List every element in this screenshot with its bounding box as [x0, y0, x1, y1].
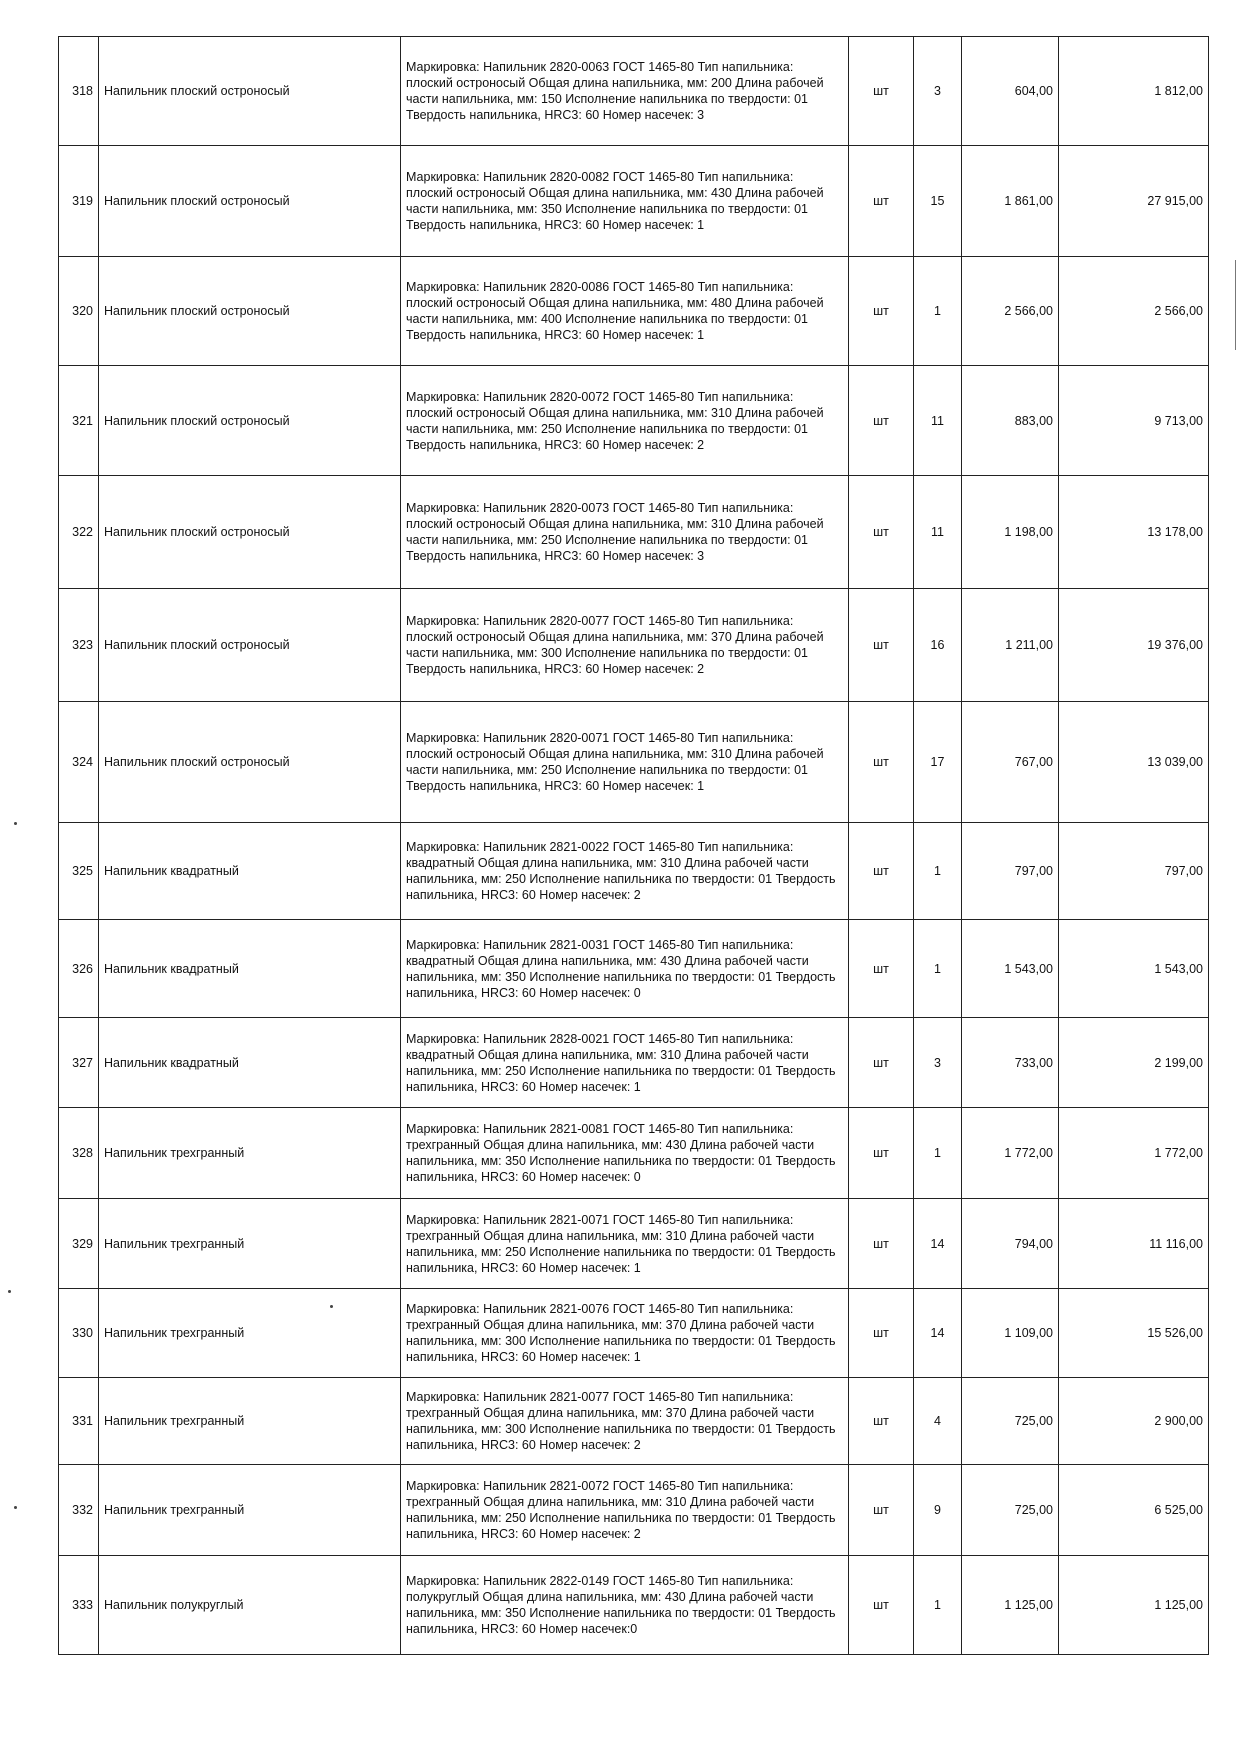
cell-description: Маркировка: Напильник 2821-0072 ГОСТ 1465-80 Тип напильника: трехгранный Общая длина напильника, мм: 310 Длина рабочей части напильника, мм: 250 Исполнение напильника по твердости: 01 Твердость напильника, HRC3: 60 Номер насечек: 2 — [401, 1465, 849, 1556]
cell-unit: шт — [849, 1108, 914, 1199]
cell-quantity: 14 — [914, 1199, 962, 1289]
cell-number: 326 — [59, 920, 99, 1018]
cell-price: 1 543,00 — [962, 920, 1059, 1018]
cell-price: 1 198,00 — [962, 476, 1059, 589]
cell-price: 767,00 — [962, 702, 1059, 823]
cell-quantity: 9 — [914, 1465, 962, 1556]
cell-price: 1 125,00 — [962, 1556, 1059, 1655]
cell-description: Маркировка: Напильник 2821-0031 ГОСТ 1465-80 Тип напильника: квадратный Общая длина напильника, мм: 430 Длина рабочей части напильника, мм: 350 Исполнение напильника по твердости: 01 Твердость напильника, HRC3: 60 Номер насечек: 0 — [401, 920, 849, 1018]
cell-name: Напильник квадратный — [99, 1018, 401, 1108]
cell-name: Напильник трехгранный — [99, 1465, 401, 1556]
cell-sum: 1 812,00 — [1059, 37, 1209, 146]
table-row — [59, 257, 1209, 366]
cell-unit: шт — [849, 702, 914, 823]
cell-unit: шт — [849, 1199, 914, 1289]
cell-sum: 15 526,00 — [1059, 1289, 1209, 1378]
cell-description: Маркировка: Напильник 2821-0081 ГОСТ 1465-80 Тип напильника: трехгранный Общая длина напильника, мм: 430 Длина рабочей части напильника, мм: 350 Исполнение напильника по твердости: 01 Твердость напильника, HRC3: 60 Номер насечек: 0 — [401, 1108, 849, 1199]
cell-sum: 27 915,00 — [1059, 146, 1209, 257]
cell-name: Напильник плоский остроносый — [99, 476, 401, 589]
cell-name: Напильник трехгранный — [99, 1199, 401, 1289]
cell-unit: шт — [849, 823, 914, 920]
cell-quantity: 16 — [914, 589, 962, 702]
cell-quantity: 1 — [914, 1556, 962, 1655]
table-row — [59, 1018, 1209, 1108]
cell-sum: 797,00 — [1059, 823, 1209, 920]
table-body — [59, 37, 1209, 1655]
cell-description: Маркировка: Напильник 2821-0076 ГОСТ 1465-80 Тип напильника: трехгранный Общая длина напильника, мм: 370 Длина рабочей части напильника, мм: 300 Исполнение напильника по твердости: 01 Твердость напильника, HRC3: 60 Номер насечек: 1 — [401, 1289, 849, 1378]
cell-number: 323 — [59, 589, 99, 702]
cell-number: 321 — [59, 366, 99, 476]
cell-unit: шт — [849, 589, 914, 702]
cell-quantity: 1 — [914, 257, 962, 366]
scan-speck — [14, 822, 17, 825]
cell-name: Напильник плоский остроносый — [99, 146, 401, 257]
cell-price: 2 566,00 — [962, 257, 1059, 366]
cell-sum: 9 713,00 — [1059, 366, 1209, 476]
cell-description: Маркировка: Напильник 2820-0063 ГОСТ 1465-80 Тип напильника: плоский остроносый Общая длина напильника, мм: 200 Длина рабочей части напильника, мм: 150 Исполнение напильника по твердости: 01 Твердость напильника, HRC3: 60 Номер насечек: 3 — [401, 37, 849, 146]
table-row — [59, 366, 1209, 476]
cell-unit: шт — [849, 476, 914, 589]
cell-unit: шт — [849, 1378, 914, 1465]
cell-sum: 2 566,00 — [1059, 257, 1209, 366]
table-row — [59, 920, 1209, 1018]
cell-description: Маркировка: Напильник 2820-0082 ГОСТ 1465-80 Тип напильника: плоский остроносый Общая длина напильника, мм: 430 Длина рабочей части напильника, мм: 350 Исполнение напильника по твердости: 01 Твердость напильника, HRC3: 60 Номер насечек: 1 — [401, 146, 849, 257]
scan-speck — [8, 1290, 11, 1293]
scan-speck — [330, 1305, 333, 1308]
table-row — [59, 823, 1209, 920]
cell-description: Маркировка: Напильник 2821-0077 ГОСТ 1465-80 Тип напильника: трехгранный Общая длина напильника, мм: 370 Длина рабочей части напильника, мм: 300 Исполнение напильника по твердости: 01 Твердость напильника, HRC3: 60 Номер насечек: 2 — [401, 1378, 849, 1465]
cell-quantity: 15 — [914, 146, 962, 257]
scan-edge-mark — [1235, 260, 1236, 350]
cell-sum: 2 199,00 — [1059, 1018, 1209, 1108]
cell-quantity: 14 — [914, 1289, 962, 1378]
cell-sum: 1 543,00 — [1059, 920, 1209, 1018]
cell-quantity: 11 — [914, 476, 962, 589]
cell-quantity: 1 — [914, 920, 962, 1018]
cell-sum: 19 376,00 — [1059, 589, 1209, 702]
cell-name: Напильник плоский остроносый — [99, 366, 401, 476]
cell-sum: 2 900,00 — [1059, 1378, 1209, 1465]
cell-price: 883,00 — [962, 366, 1059, 476]
table-row — [59, 37, 1209, 146]
items-table — [58, 36, 1209, 1655]
cell-quantity: 17 — [914, 702, 962, 823]
cell-quantity: 11 — [914, 366, 962, 476]
cell-sum: 11 116,00 — [1059, 1199, 1209, 1289]
table-row — [59, 1289, 1209, 1378]
cell-name: Напильник трехгранный — [99, 1108, 401, 1199]
cell-unit: шт — [849, 920, 914, 1018]
document-page — [58, 36, 1208, 1655]
table-row — [59, 589, 1209, 702]
cell-number: 329 — [59, 1199, 99, 1289]
cell-unit: шт — [849, 257, 914, 366]
table-row — [59, 1378, 1209, 1465]
table-row — [59, 146, 1209, 257]
cell-description: Маркировка: Напильник 2821-0022 ГОСТ 1465-80 Тип напильника: квадратный Общая длина напильника, мм: 310 Длина рабочей части напильника, мм: 250 Исполнение напильника по твердости: 01 Твердость напильника, HRC3: 60 Номер насечек: 2 — [401, 823, 849, 920]
cell-description: Маркировка: Напильник 2820-0072 ГОСТ 1465-80 Тип напильника: плоский остроносый Общая длина напильника, мм: 310 Длина рабочей части напильника, мм: 250 Исполнение напильника по твердости: 01 Твердость напильника, HRC3: 60 Номер насечек: 2 — [401, 366, 849, 476]
cell-name: Напильник полукруглый — [99, 1556, 401, 1655]
cell-name: Напильник плоский остроносый — [99, 257, 401, 366]
cell-name: Напильник плоский остроносый — [99, 589, 401, 702]
cell-name: Напильник квадратный — [99, 823, 401, 920]
cell-number: 324 — [59, 702, 99, 823]
cell-description: Маркировка: Напильник 2820-0073 ГОСТ 1465-80 Тип напильника: плоский остроносый Общая длина напильника, мм: 310 Длина рабочей части напильника, мм: 250 Исполнение напильника по твердости: 01 Твердость напильника, HRC3: 60 Номер насечек: 3 — [401, 476, 849, 589]
cell-price: 725,00 — [962, 1465, 1059, 1556]
cell-number: 331 — [59, 1378, 99, 1465]
cell-name: Напильник плоский остроносый — [99, 37, 401, 146]
cell-price: 1 211,00 — [962, 589, 1059, 702]
cell-quantity: 1 — [914, 1108, 962, 1199]
cell-number: 322 — [59, 476, 99, 589]
cell-price: 1 772,00 — [962, 1108, 1059, 1199]
cell-price: 733,00 — [962, 1018, 1059, 1108]
cell-sum: 13 039,00 — [1059, 702, 1209, 823]
cell-description: Маркировка: Напильник 2820-0071 ГОСТ 1465-80 Тип напильника: плоский остроносый Общая длина напильника, мм: 310 Длина рабочей части напильника, мм: 250 Исполнение напильника по твердости: 01 Твердость напильника, HRC3: 60 Номер насечек: 1 — [401, 702, 849, 823]
cell-number: 327 — [59, 1018, 99, 1108]
cell-name: Напильник плоский остроносый — [99, 702, 401, 823]
table-row — [59, 1465, 1209, 1556]
table-row — [59, 702, 1209, 823]
cell-sum: 6 525,00 — [1059, 1465, 1209, 1556]
cell-quantity: 3 — [914, 37, 962, 146]
cell-description: Маркировка: Напильник 2820-0077 ГОСТ 1465-80 Тип напильника: плоский остроносый Общая длина напильника, мм: 370 Длина рабочей части напильника, мм: 300 Исполнение напильника по твердости: 01 Твердость напильника, HRC3: 60 Номер насечек: 2 — [401, 589, 849, 702]
cell-sum: 1 772,00 — [1059, 1108, 1209, 1199]
cell-unit: шт — [849, 37, 914, 146]
cell-description: Маркировка: Напильник 2821-0071 ГОСТ 1465-80 Тип напильника: трехгранный Общая длина напильника, мм: 310 Длина рабочей части напильника, мм: 250 Исполнение напильника по твердости: 01 Твердость напильника, HRC3: 60 Номер насечек: 1 — [401, 1199, 849, 1289]
cell-sum: 1 125,00 — [1059, 1556, 1209, 1655]
cell-number: 319 — [59, 146, 99, 257]
cell-price: 604,00 — [962, 37, 1059, 146]
cell-unit: шт — [849, 146, 914, 257]
cell-description: Маркировка: Напильник 2820-0086 ГОСТ 1465-80 Тип напильника: плоский остроносый Общая длина напильника, мм: 480 Длина рабочей части напильника, мм: 400 Исполнение напильника по твердости: 01 Твердость напильника, HRC3: 60 Номер насечек: 1 — [401, 257, 849, 366]
cell-number: 320 — [59, 257, 99, 366]
cell-price: 1 861,00 — [962, 146, 1059, 257]
cell-price: 725,00 — [962, 1378, 1059, 1465]
cell-name: Напильник трехгранный — [99, 1289, 401, 1378]
table-row — [59, 1108, 1209, 1199]
cell-unit: шт — [849, 366, 914, 476]
cell-price: 1 109,00 — [962, 1289, 1059, 1378]
cell-unit: шт — [849, 1018, 914, 1108]
cell-quantity: 3 — [914, 1018, 962, 1108]
cell-price: 797,00 — [962, 823, 1059, 920]
cell-name: Напильник трехгранный — [99, 1378, 401, 1465]
cell-price: 794,00 — [962, 1199, 1059, 1289]
cell-description: Маркировка: Напильник 2822-0149 ГОСТ 1465-80 Тип напильника: полукруглый Общая длина напильника, мм: 430 Длина рабочей части напильника, мм: 350 Исполнение напильника по твердости: 01 Твердость напильника, HRC3: 60 Номер насечек:0 — [401, 1556, 849, 1655]
cell-number: 332 — [59, 1465, 99, 1556]
cell-number: 328 — [59, 1108, 99, 1199]
cell-number: 333 — [59, 1556, 99, 1655]
cell-description: Маркировка: Напильник 2828-0021 ГОСТ 1465-80 Тип напильника: квадратный Общая длина напильника, мм: 310 Длина рабочей части напильника, мм: 250 Исполнение напильника по твердости: 01 Твердость напильника, HRC3: 60 Номер насечек: 1 — [401, 1018, 849, 1108]
table-row — [59, 1199, 1209, 1289]
cell-number: 325 — [59, 823, 99, 920]
table-row — [59, 1556, 1209, 1655]
cell-number: 330 — [59, 1289, 99, 1378]
table-row — [59, 476, 1209, 589]
cell-name: Напильник квадратный — [99, 920, 401, 1018]
cell-quantity: 1 — [914, 823, 962, 920]
cell-unit: шт — [849, 1289, 914, 1378]
cell-unit: шт — [849, 1556, 914, 1655]
cell-unit: шт — [849, 1465, 914, 1556]
cell-quantity: 4 — [914, 1378, 962, 1465]
cell-number: 318 — [59, 37, 99, 146]
scan-speck — [14, 1506, 17, 1509]
cell-sum: 13 178,00 — [1059, 476, 1209, 589]
